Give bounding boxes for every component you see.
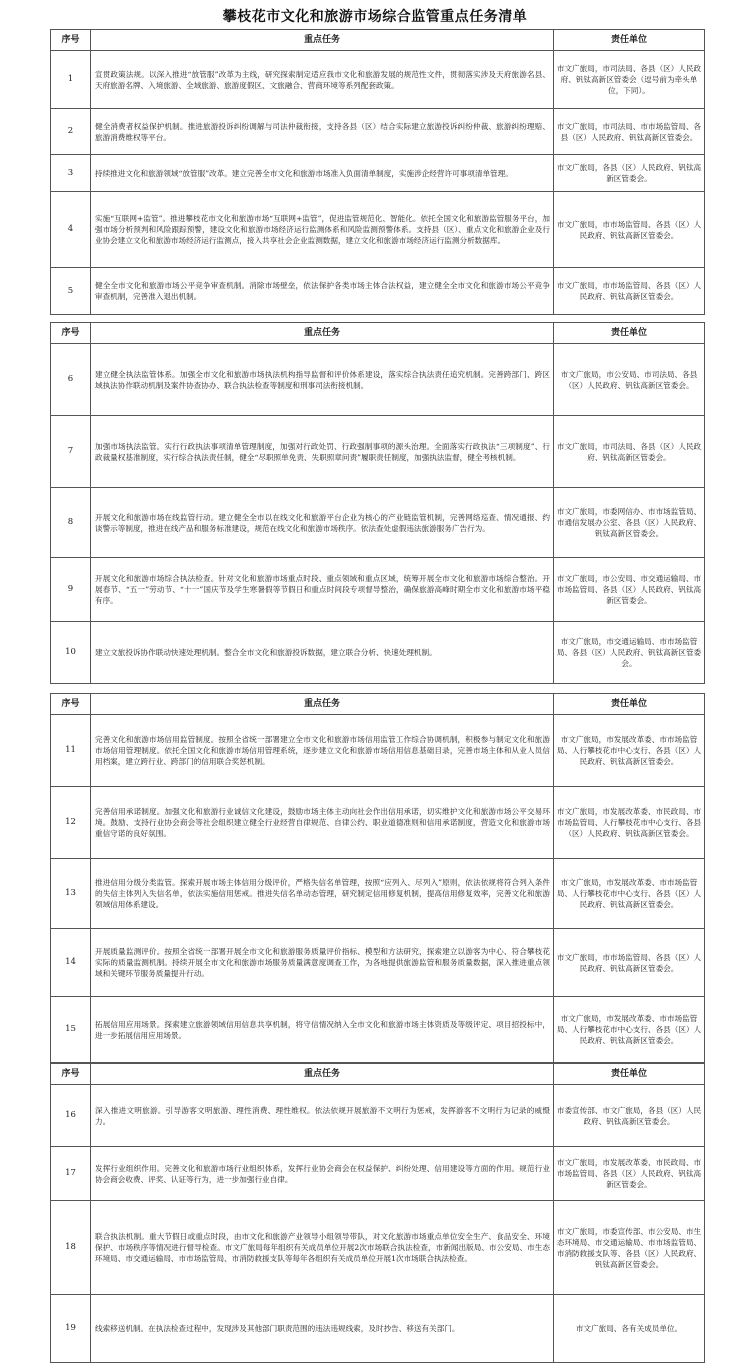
row-unit: 市文广旅局，市市场监管局、各县（区）人民政府、钒钛高新区管委会。 — [554, 929, 705, 997]
row-no: 14 — [51, 929, 91, 997]
row-task: 联合执法机制。重大节假日或重点时段，由市文化和旅游产业领导小组领导带队，对文化旅游市场重点单位安全生产、食品安全、环境保护、市场秩序等情况进行督导检查。市文广旅局每年组织有关成员单位开展2次市场联合执法检查，市新闻出版局、市公安局、市生态环境局、市交通运输局、市市场监管局、市消防救援支队等每年各组织有关成员单位开展1次市场联合执法检查。 — [91, 1201, 554, 1295]
row-task: 推进信用分级分类监管。探索开展市场主体信用分级评价，严格失信名单管理，按照“应列入、尽列入”原则，依法依规将符合列入条件的失信主体列入失信名单，依法实施信用惩戒。推进失信名单动态管理，研究制定信用修复机制，提高信用修复效率，完善文化和旅游领域信用体系建设。 — [91, 859, 554, 929]
row-unit: 市文广旅局，市司法局、各县（区）人民政府、钒钛高新区管委会。 — [554, 416, 705, 488]
row-no: 17 — [51, 1147, 91, 1201]
row-no: 1 — [51, 51, 91, 109]
table-row — [51, 155, 705, 192]
table-row — [51, 787, 705, 859]
table-header-row — [51, 1064, 705, 1085]
row-unit: 市文广旅局，市公安局、市交通运输局、市市场监管局、各县（区）人民政府、钒钛高新区管委会。 — [554, 558, 705, 622]
table-row — [51, 859, 705, 929]
task-table-3 — [50, 693, 705, 1063]
row-task: 开展文化和旅游市场综合执法检查。针对文化和旅游市场重点时段、重点领域和重点区域，统筹开展全市文化和旅游市场综合整治。开展春节、“五一”劳动节、“十一”国庆节及学生寒暑假等节假日和重点时间段专项督导整治，确保旅游高峰时期全市文化和旅游市场平稳有序。 — [91, 558, 554, 622]
row-no: 9 — [51, 558, 91, 622]
table-row — [51, 344, 705, 416]
row-unit: 市文广旅局，市公安局、市司法局、各县（区）人民政府、钒钛高新区管委会。 — [554, 344, 705, 416]
row-no: 8 — [51, 488, 91, 558]
header-no: 序号 — [51, 694, 91, 715]
header-unit: 责任单位 — [554, 30, 705, 51]
header-task: 重点任务 — [91, 30, 554, 51]
table-row — [51, 1147, 705, 1201]
header-unit: 责任单位 — [554, 1064, 705, 1085]
row-unit: 市文广旅局，市司法局、各县（区）人民政府、钒钛高新区管委会（逗号前为牵头单位，下同）。 — [554, 51, 705, 109]
row-no: 15 — [51, 997, 91, 1063]
task-table-1 — [50, 29, 705, 315]
row-unit: 市文广旅局，市发展改革委、市民政局、市市场监管局、各县（区）人民政府、钒钛高新区管委会。 — [554, 1147, 705, 1201]
table-header-row — [51, 30, 705, 51]
task-table-2 — [50, 322, 705, 684]
row-task: 建立健全执法监管体系。加强全市文化和旅游市场执法机构指导监督和评价体系建设，落实综合执法责任追究机制。完善跨部门、跨区域执法协作联动机制及案件协查协办、联合执法检查等制度和刑事司法衔接机制。 — [91, 344, 554, 416]
row-unit: 市文广旅局，市发展改革委、市民政局、市市场监管局、人行攀枝花市中心支行、各县（区）人民政府、钒钛高新区管委会。 — [554, 787, 705, 859]
row-task: 加强市场执法监管。实行行政执法事项清单管理制度，加强对行政处罚、行政强制事项的源头治理。全面落实行政执法“三项制度”、行政裁量权基准制度，实行综合执法责任制，健全“尽职照单免责、失职照章问责”履职责任制度，加强执法监督，健全考核机制。 — [91, 416, 554, 488]
row-unit: 市文广旅局，市交通运输局、市市场监管局、各县（区）人民政府、钒钛高新区管委会。 — [554, 622, 705, 684]
table-header-row — [51, 694, 705, 715]
row-task: 深入推进文明旅游。引导游客文明旅游、理性消费、理性维权。依法依规开展旅游不文明行为惩戒，发挥游客不文明行为记录的威慑力。 — [91, 1085, 554, 1147]
row-no: 19 — [51, 1295, 91, 1363]
table-row — [51, 268, 705, 315]
row-unit: 市文广旅局，市市场监管局、各县（区）人民政府、钒钛高新区管委会。 — [554, 268, 705, 315]
row-no: 18 — [51, 1201, 91, 1295]
row-no: 4 — [51, 192, 91, 268]
row-no: 11 — [51, 715, 91, 787]
row-no: 3 — [51, 155, 91, 192]
row-task: 开展质量监测评价。按照全省统一部署开展全市文化和旅游服务质量评价指标、模型和方法研究，探索建立以游客为中心、符合攀枝花实际的质量监测机制。持续开展全市文化和旅游市场服务质量满意度调查工作，为各地提供旅游监管和服务质量数据，深入推进重点领域和关键环节服务质量提升行动。 — [91, 929, 554, 997]
table-row — [51, 51, 705, 109]
row-unit: 市文广旅局，市委宣传部、市公安局、市生态环境局、市交通运输局、市市场监管局、市消防救援支队等、各县（区）人民政府、钒钛高新区管委会。 — [554, 1201, 705, 1295]
table-row — [51, 488, 705, 558]
table-row — [51, 1201, 705, 1295]
row-task: 完善文化和旅游市场信用监管制度。按照全省统一部署建立全市文化和旅游市场信用监管工作综合协调机制，积极参与制定文化和旅游市场信用管理制度。依托全国文化和旅游市场信用管理系统，逐步建立文化和旅游市场信用信息基础目录，完善市场主体和从业人员信用档案，建立跨行业、跨部门的信用联合奖惩机制。 — [91, 715, 554, 787]
header-no: 序号 — [51, 1064, 91, 1085]
row-task: 健全全市文化和旅游市场公平竞争审查机制。消除市场壁垒，依法保护各类市场主体合法权益，建立健全全市文化和旅游市场公平竞争审查机制，完善准入退出机制。 — [91, 268, 554, 315]
row-no: 16 — [51, 1085, 91, 1147]
row-task: 开展文化和旅游市场在线监管行动。建立健全全市以在线文化和旅游平台企业为核心的产业链监管机制，完善网络巡查、情况通报、约谈警示等制度，推进在线产品和服务标准建设，规范在线文化和旅游市场秩序。依法查处虚假违法旅游服务广告行为。 — [91, 488, 554, 558]
row-task: 发挥行业组织作用。完善文化和旅游市场行业组织体系，发挥行业协会商会在权益保护、纠纷处理、信用建设等方面的作用。规范行业协会商会收费、评奖、认证等行为，进一步加强行业自律。 — [91, 1147, 554, 1201]
header-task: 重点任务 — [91, 1064, 554, 1085]
header-task: 重点任务 — [91, 323, 554, 344]
row-unit: 市文广旅局，各县（区）人民政府、钒钛高新区管委会。 — [554, 155, 705, 192]
table-row — [51, 558, 705, 622]
row-unit: 市文广旅局，市发展改革委、市市场监管局、人行攀枝花市中心支行、各县（区）人民政府、钒钛高新区管委会。 — [554, 997, 705, 1063]
row-task: 宣贯政策法规。以深入推进“放管服”改革为主线，研究探索制定适应我市文化和旅游发展的规范性文件，贯彻落实涉及天府旅游名县、天府旅游名牌、入境旅游、全域旅游、旅游度假区、文旅融合、营商环境等系列配套政策。 — [91, 51, 554, 109]
table-row — [51, 622, 705, 684]
row-unit: 市委宣传部、市文广旅局，各县（区）人民政府、钒钛高新区管委会。 — [554, 1085, 705, 1147]
row-unit: 市文广旅局，市发展改革委、市市场监管局、人行攀枝花市中心支行、各县（区）人民政府、钒钛高新区管委会。 — [554, 715, 705, 787]
row-unit: 市文广旅局，市发展改革委、市市场监管局、人行攀枝花市中心支行、各县（区）人民政府、钒钛高新区管委会。 — [554, 859, 705, 929]
row-unit: 市文广旅局、各有关成员单位。 — [554, 1295, 705, 1363]
row-no: 7 — [51, 416, 91, 488]
row-task: 持续推进文化和旅游领域“放管服”改革。建立完善全市文化和旅游市场准入负面清单制度，实施涉企经营许可事项清单管理。 — [91, 155, 554, 192]
table-row — [51, 715, 705, 787]
page-title: 攀枝花市文化和旅游市场综合监管重点任务清单 — [222, 9, 528, 25]
header-no: 序号 — [51, 30, 91, 51]
table-row — [51, 192, 705, 268]
row-no: 13 — [51, 859, 91, 929]
row-unit: 市文广旅局，市市场监管局、各县（区）人民政府、钒钛高新区管委会。 — [554, 192, 705, 268]
task-table-4 — [50, 1063, 705, 1363]
row-no: 2 — [51, 109, 91, 155]
row-task: 拓展信用应用场景。探索建立旅游领域信用信息共享机制，将守信情况纳入全市文化和旅游市场主体资质及等级评定、项目招投标中，进一步拓展信用应用场景。 — [91, 997, 554, 1063]
row-no: 6 — [51, 344, 91, 416]
row-task: 实施“互联网+监管”。推进攀枝花市文化和旅游市场“互联网+监管”，促进监管规范化、智能化。依托全国文化和旅游监管服务平台，加强市场分析预判和风险跟踪预警，建设文化和旅游市场经济运行监测体系和风险监测预警体系。支持县（区）、重点文化和旅游企业及行业协会建立文化和旅游市场经济运行监测点，接入共享社会企业监测数据，建立文化和旅游市场经济运行监测分析数据库。 — [91, 192, 554, 268]
row-no: 12 — [51, 787, 91, 859]
table-row — [51, 1295, 705, 1363]
row-task: 健全消费者权益保护机制。推进旅游投诉纠纷调解与司法仲裁衔接，支持各县（区）结合实际建立旅游投诉纠纷仲裁、旅游纠纷理赔、旅游消费维权等平台。 — [91, 109, 554, 155]
header-no: 序号 — [51, 323, 91, 344]
header-unit: 责任单位 — [554, 694, 705, 715]
row-unit: 市文广旅局，市司法局、市市场监管局、各县（区）人民政府、钒钛高新区管委会。 — [554, 109, 705, 155]
row-task: 建立文旅投诉协作联动快速处理机制。整合全市文化和旅游投诉数据，建立联合分析、快速处理机制。 — [91, 622, 554, 684]
table-row — [51, 929, 705, 997]
row-no: 5 — [51, 268, 91, 315]
table-row — [51, 109, 705, 155]
row-unit: 市文广旅局，市委网信办、市市场监管局、市通信发展办公室、各县（区）人民政府、钒钛高新区管委会。 — [554, 488, 705, 558]
header-unit: 责任单位 — [554, 323, 705, 344]
row-task: 线索移送机制。在执法检查过程中，发现涉及其他部门职责范围的违法违规线索，及时抄告、移送有关部门。 — [91, 1295, 554, 1363]
table-row — [51, 1085, 705, 1147]
table-header-row — [51, 323, 705, 344]
row-task: 完善信用承诺制度。加强文化和旅游行业诚信文化建设，鼓励市场主体主动向社会作出信用承诺，切实维护文化和旅游市场公平交易环境。鼓励、支持行业协会商会等社会组织建立健全行业经营自律规范、自律公约、职业道德准则和信用承诺制度，营造文化和旅游市场重信守诺的良好氛围。 — [91, 787, 554, 859]
table-row — [51, 997, 705, 1063]
row-no: 10 — [51, 622, 91, 684]
header-task: 重点任务 — [91, 694, 554, 715]
table-row — [51, 416, 705, 488]
